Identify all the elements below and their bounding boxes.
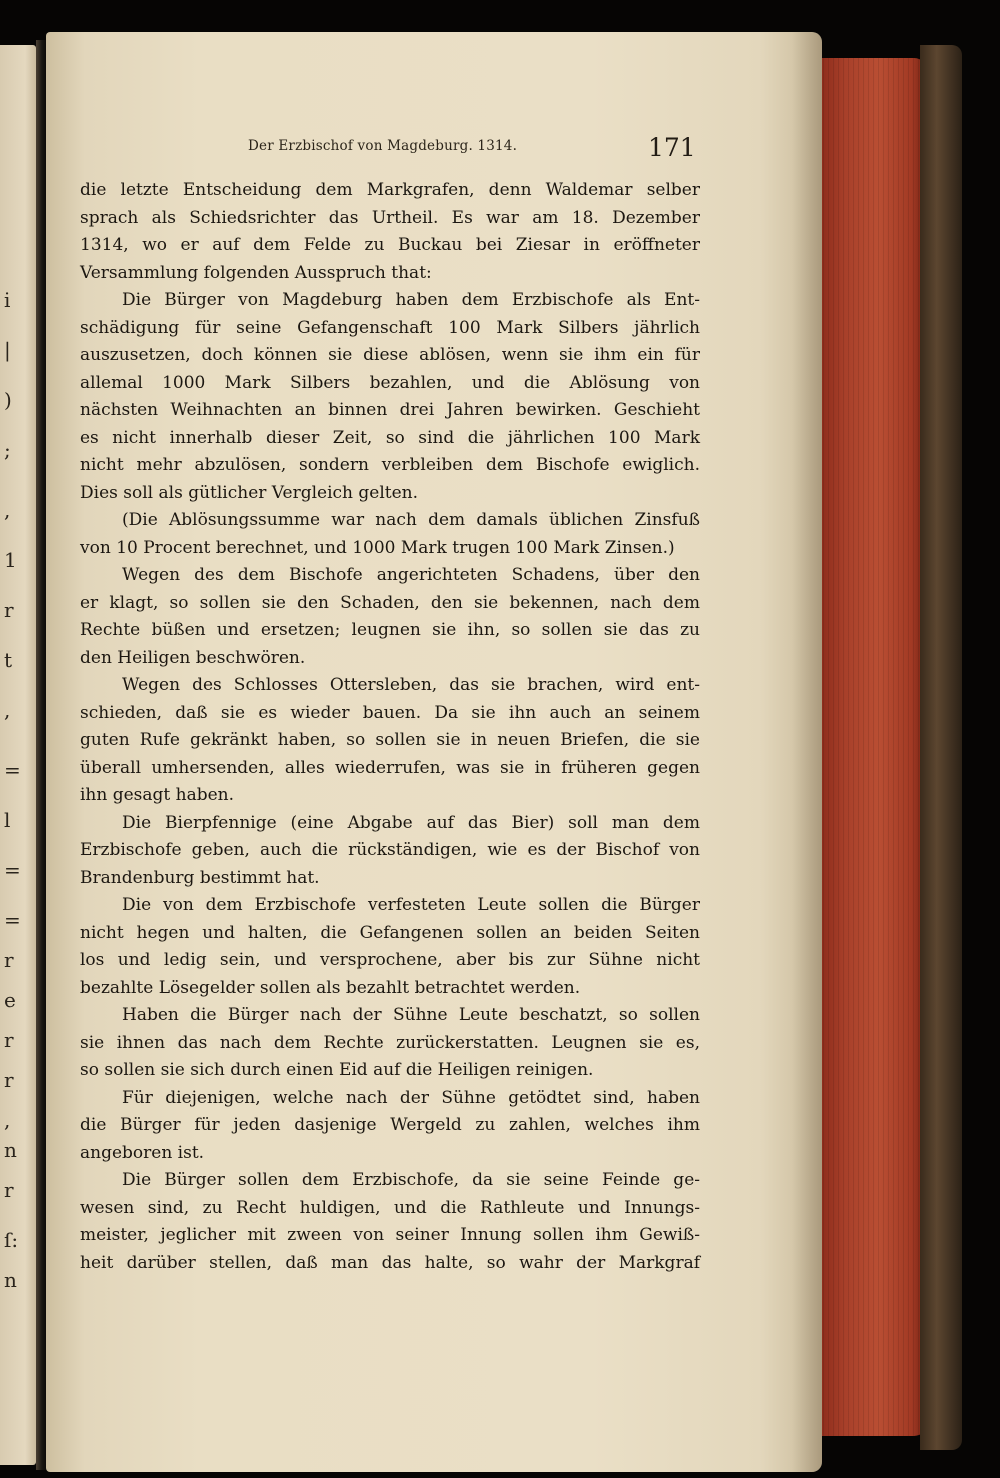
left-page-fragment: ,	[4, 498, 11, 522]
left-page-fragment: ;	[4, 438, 11, 462]
text-line: den Heiligen beschwören.	[80, 647, 306, 668]
text-line: 1314, wo er auf dem Felde zu Buckau bei Ziesar in eröffneter	[80, 235, 700, 255]
text-line: angeboren ist.	[80, 1142, 205, 1163]
text-line: ihn gesagt haben.	[80, 785, 235, 805]
left-page-fragment: =	[4, 758, 21, 782]
left-page-fragment: l	[4, 808, 11, 832]
text-line: Rechte büßen und ersetzen; leugnen sie ihn, so sollen sie das zu	[80, 620, 700, 640]
text-line: sie ihnen das nach dem Rechte zurückerstatten. Leugnen sie es,	[80, 1032, 700, 1053]
text-line: so sollen sie sich durch einen Eid auf die Heiligen reinigen.	[80, 1060, 594, 1080]
left-page-fragment: r	[4, 1068, 14, 1092]
text-line: Erzbischofe geben, auch die rückständigen, wie es der Bischof von	[80, 840, 700, 860]
text-line: Die Bürger sollen dem Erzbischofe, da sie seine Feinde ge-	[122, 1170, 700, 1190]
left-page-fragment: |	[4, 338, 11, 362]
text-line: bezahlte Lösegelder sollen als bezahlt betrachtet werden.	[80, 977, 581, 998]
left-page-fragment: e	[4, 988, 16, 1012]
left-page-fragment: r	[4, 1028, 14, 1052]
text-line: Dies soll als gütlicher Vergleich gelten.	[80, 482, 419, 503]
text-line: Die Bürger von Magdeburg haben dem Erzbischofe als Ent-	[122, 290, 700, 310]
book-gutter	[36, 40, 46, 1470]
left-page-fragment: ſ:	[4, 1228, 19, 1252]
text-line: nicht mehr abzulösen, sondern verbleiben dem Bischofe ewiglich.	[80, 455, 700, 475]
left-page-text-fragments	[0, 45, 36, 1465]
body-text	[80, 177, 700, 1277]
text-line: los und ledig sein, und versprochene, aber bis zur Sühne nicht	[80, 950, 700, 970]
text-line: Wegen des Schlosses Ottersleben, das sie brachen, wird ent-	[122, 675, 700, 695]
text-line: schädigung für seine Gefangenschaft 100 Mark Silbers jährlich	[80, 317, 700, 338]
text-line: Die Bierpfennige (eine Abgabe auf das Bier) soll man dem	[122, 812, 700, 833]
left-page-fragment: 1	[4, 548, 17, 572]
text-line: die Bürger für jeden dasjenige Wergeld zu zahlen, welches ihm	[80, 1115, 700, 1135]
text-line: von 10 Procent berechnet, und 1000 Mark trugen 100 Mark Zinsen.)	[80, 537, 675, 558]
text-line: die letzte Entscheidung dem Markgrafen, denn Waldemar selber	[80, 180, 700, 200]
text-line: Für diejenigen, welche nach der Sühne getödtet sind, haben	[122, 1087, 700, 1108]
text-line: nicht hegen und halten, die Gefangenen sollen an beiden Seiten	[80, 922, 700, 943]
left-page-fragment: )	[4, 388, 12, 412]
left-page-fragment: =	[4, 858, 21, 882]
left-page-fragment: t	[4, 648, 13, 672]
text-line: meister, jeglicher mit zween von seiner Innung sollen ihm Gewiß-	[80, 1225, 700, 1245]
left-page-fragment: =	[4, 908, 21, 932]
text-line: Wegen des dem Bischofe angerichteten Schadens, über den	[122, 565, 700, 585]
text-line: es nicht innerhalb dieser Zeit, so sind die jährlichen 100 Mark	[80, 427, 700, 448]
running-header: Der Erzbischof von Magdeburg. 1314.	[248, 138, 518, 154]
left-page-fragment: r	[4, 598, 14, 622]
left-page-fragment: ,	[4, 698, 11, 722]
text-line: Haben die Bürger nach der Sühne Leute beschatzt, so sollen	[122, 1005, 700, 1025]
text-line: heit darüber stellen, daß man das halte, so wahr der Markgraf	[80, 1252, 700, 1273]
left-page-fragment: n	[4, 1138, 17, 1162]
text-line: allemal 1000 Mark Silbers bezahlen, und die Ablösung von	[80, 372, 700, 393]
left-page-fragment: r	[4, 1178, 14, 1202]
left-page-fragment: n	[4, 1268, 17, 1292]
text-line: wesen sind, zu Recht huldigen, und die Rathleute und Innungs-	[80, 1197, 700, 1218]
red-page-edges	[818, 58, 928, 1436]
left-page-fragment: ,	[4, 1108, 11, 1132]
text-line: auszusetzen, doch können sie diese ablösen, wenn sie ihm ein für	[80, 345, 700, 365]
text-line: nächsten Weihnachten an binnen drei Jahren bewirken. Geschieht	[80, 400, 700, 420]
text-line: überall umhersenden, alles wiederrufen, was sie in früheren gegen	[80, 757, 700, 778]
text-line: er klagt, so sollen sie den Schaden, den sie bekennen, nach dem	[80, 592, 700, 613]
left-page-fragment: i	[4, 288, 11, 312]
left-page-edge	[0, 45, 36, 1465]
text-line: sprach als Schiedsrichter das Urtheil. Es war am 18. Dezember	[80, 207, 700, 228]
text-line: Versammlung folgenden Ausspruch that:	[80, 262, 432, 283]
text-line: schieden, daß sie es wieder bauen. Da sie ihn auch an seinem	[80, 702, 700, 723]
page-shadow	[792, 32, 822, 1472]
text-line: guten Rufe gekränkt haben, so sollen sie in neuen Briefen, die sie	[80, 730, 700, 750]
text-line: (Die Ablösungssumme war nach dem damals üblichen Zinsfuß	[122, 510, 700, 530]
page-number: 171	[648, 133, 696, 162]
book-cover	[920, 45, 962, 1450]
text-line: Brandenburg bestimmt hat.	[80, 867, 320, 888]
text-line: Die von dem Erzbischofe verfesteten Leute sollen die Bürger	[122, 895, 700, 915]
left-page-fragment: r	[4, 948, 14, 972]
